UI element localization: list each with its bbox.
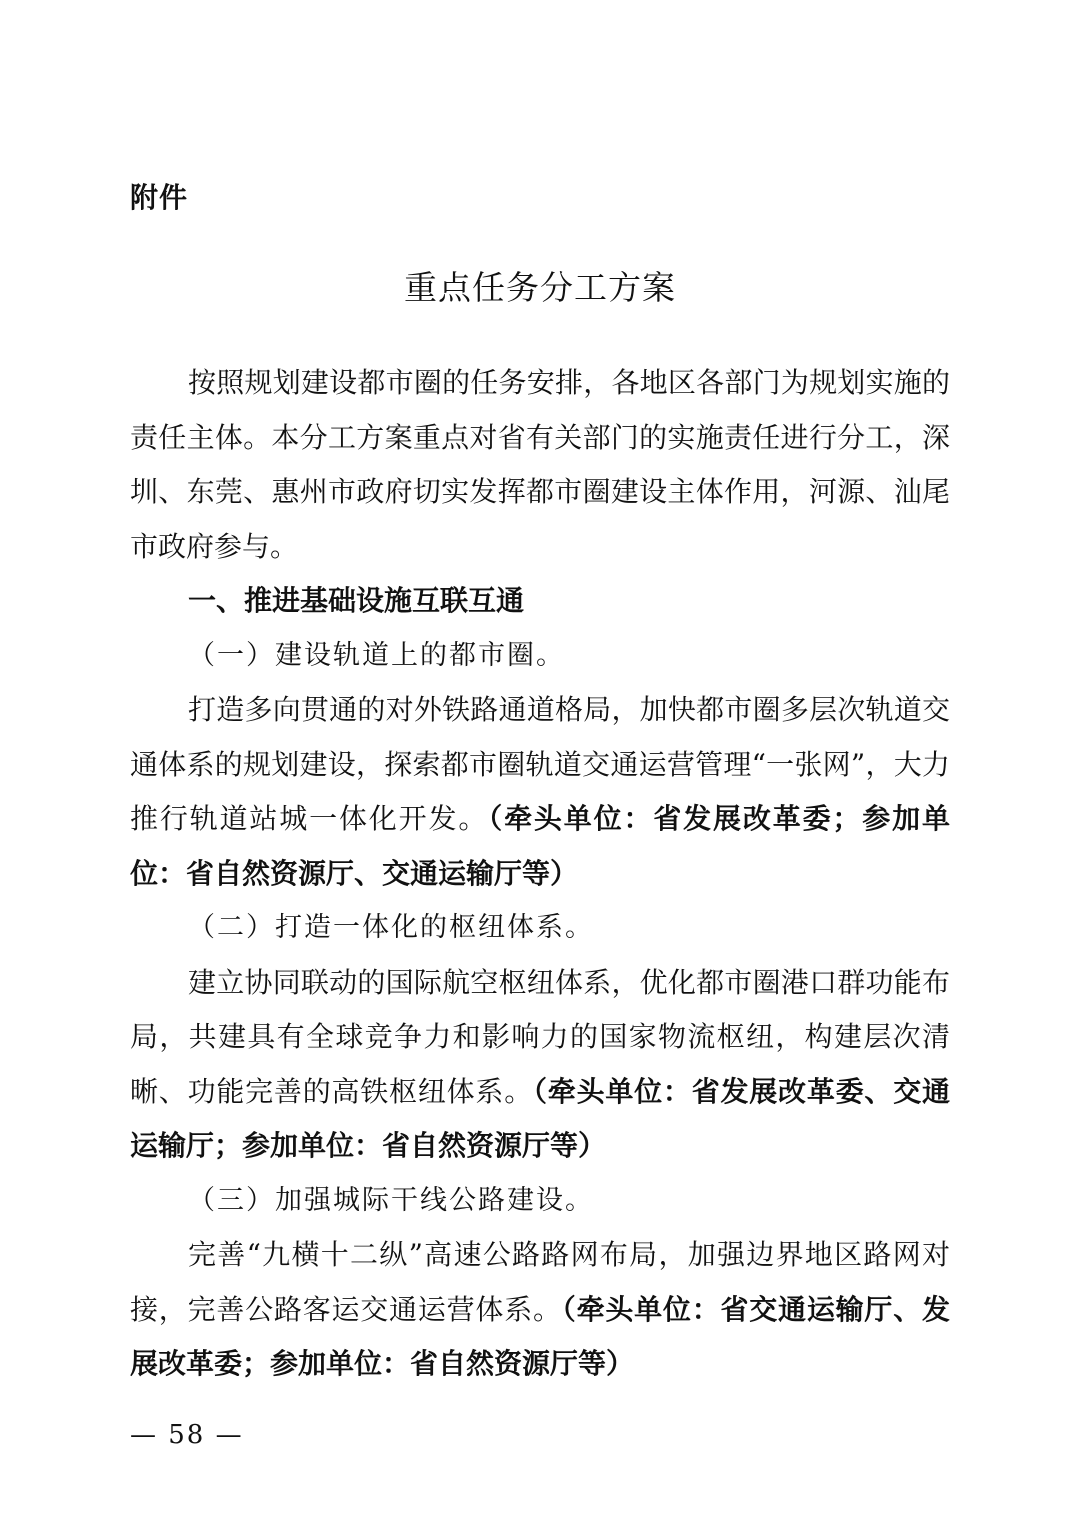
section-heading: 一、推进基础设施互联互通: [188, 584, 525, 617]
responsible-units-2: （牵头单位：省发展改革委、交通运输厅；参加单位：省自然资源厅等）: [130, 1074, 950, 1162]
document-title: 重点任务分工方案: [404, 268, 676, 307]
task-text-3: 完善“九横十二纵”高速公路路网布局，加强边界地区路网对接，完善公路客运交通运营体系。: [130, 1238, 950, 1326]
document-body: [130, 356, 950, 1392]
attachment-label: 附件: [130, 181, 189, 214]
task-paragraph-3: [130, 1228, 950, 1392]
subsection-heading-3: （三）加强城际干线公路建设。: [188, 1184, 594, 1216]
intro-paragraph: 按照规划建设都市圈的任务安排，各地区各部门为规划实施的责任主体。本分工方案重点对省有关部门的实施责任进行分工，深圳、东莞、惠州市政府切实发挥都市圈建设主体作用，河源、汕尾市政府参与。: [130, 366, 950, 563]
task-paragraph-1: [130, 683, 950, 901]
page-number: — 58 —: [130, 1420, 244, 1450]
subsection-heading-2: （二）打造一体化的枢纽体系。: [188, 912, 594, 943]
responsible-units-3: （牵头单位：省交通运输厅、发展改革委；参加单位：省自然资源厅等）: [130, 1292, 950, 1380]
task-text-2: 建立协同联动的国际航空枢纽体系，优化都市圈港口群功能布局，共建具有全球竞争力和影响力的国家物流枢纽，构建层次清晰、功能完善的高铁枢纽体系。: [130, 965, 950, 1108]
responsible-units-1: （牵头单位：省发展改革委；参加单位：省自然资源厅、交通运输厅等）: [130, 802, 950, 890]
task-paragraph-2: [130, 956, 950, 1174]
subsection-heading-1: （一）建设轨道上的都市圈。: [188, 639, 565, 671]
task-text-1: 打造多向贯通的对外铁路通道格局，加快都市圈多层次轨道交通体系的规划建设，探索都市圈轨道交通运营管理“一张网”，大力推行轨道站城一体化开发。: [130, 693, 950, 835]
